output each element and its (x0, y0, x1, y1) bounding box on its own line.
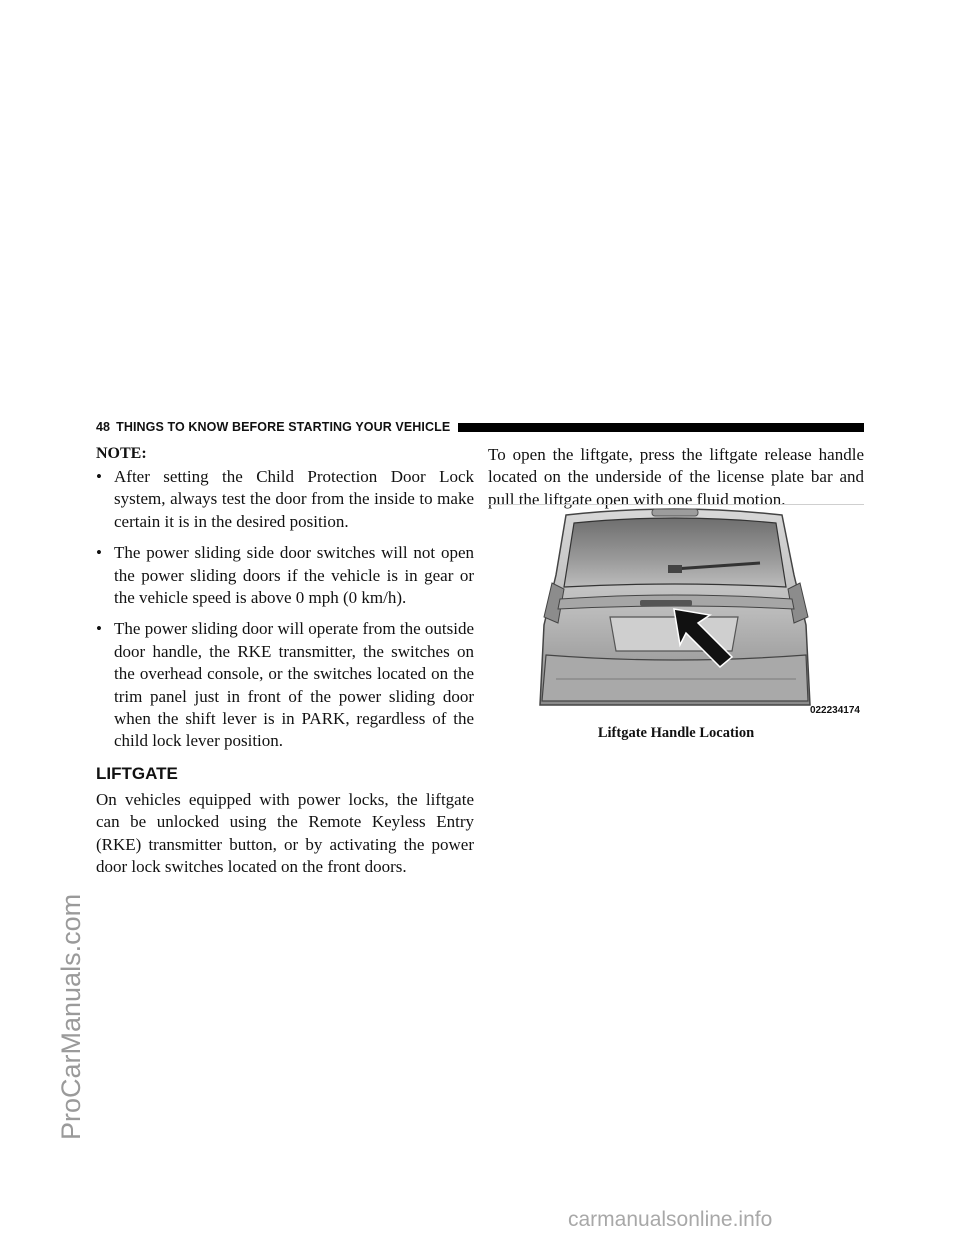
page-header (96, 418, 864, 436)
bullet-text: After setting the Child Protection Door Lock system, always test the door from the inside to make certain it is in the desired position. (114, 467, 474, 531)
bullet-icon: • (96, 543, 102, 563)
left-column (96, 444, 474, 879)
note-bullet-list (96, 466, 474, 753)
header-title: THINGS TO KNOW BEFORE STARTING YOUR VEHICLE (116, 420, 451, 434)
list-item (96, 542, 474, 609)
minivan-rear-illustration (488, 505, 864, 720)
header-rule (458, 423, 864, 432)
list-item (96, 618, 474, 752)
list-item (96, 466, 474, 533)
side-watermark: ProCarManuals.com (56, 893, 86, 1140)
liftgate-figure (488, 504, 864, 720)
bullet-text: The power sliding door will operate from the outside door handle, the RKE transmitter, the switches on the overhead console, or the switches located on the trim panel just in front of the power sliding door when the shift lever is in PARK, regardless of the child lock lever position. (114, 619, 474, 751)
bottom-watermark: carmanualsonline.info (568, 1208, 773, 1231)
bullet-text: The power sliding side door switches will not open the power sliding doors if the vehicle is in gear or the vehicle speed is above 0 mph (0 km/h). (114, 543, 474, 608)
figure-code: 022234174 (809, 705, 860, 716)
bullet-icon: • (96, 467, 102, 486)
bullet-icon: • (96, 619, 102, 639)
liftgate-paragraph: On vehicles equipped with power locks, the liftgate can be unlocked using the Remote Keyless Entry (RKE) transmitter button, or by activating the power door lock switches located on the front doors. (96, 789, 474, 877)
section-heading-liftgate: LIFTGATE (96, 763, 178, 783)
figure-caption: Liftgate Handle Location (597, 725, 755, 741)
note-label: NOTE: (96, 445, 147, 462)
header-page-number: 48 (96, 420, 111, 434)
right-column (488, 444, 864, 511)
liftgate-open-paragraph: To open the liftgate, press the liftgate release handle located on the underside of the license plate bar and pull the liftgate open with one fluid motion. (488, 445, 864, 509)
